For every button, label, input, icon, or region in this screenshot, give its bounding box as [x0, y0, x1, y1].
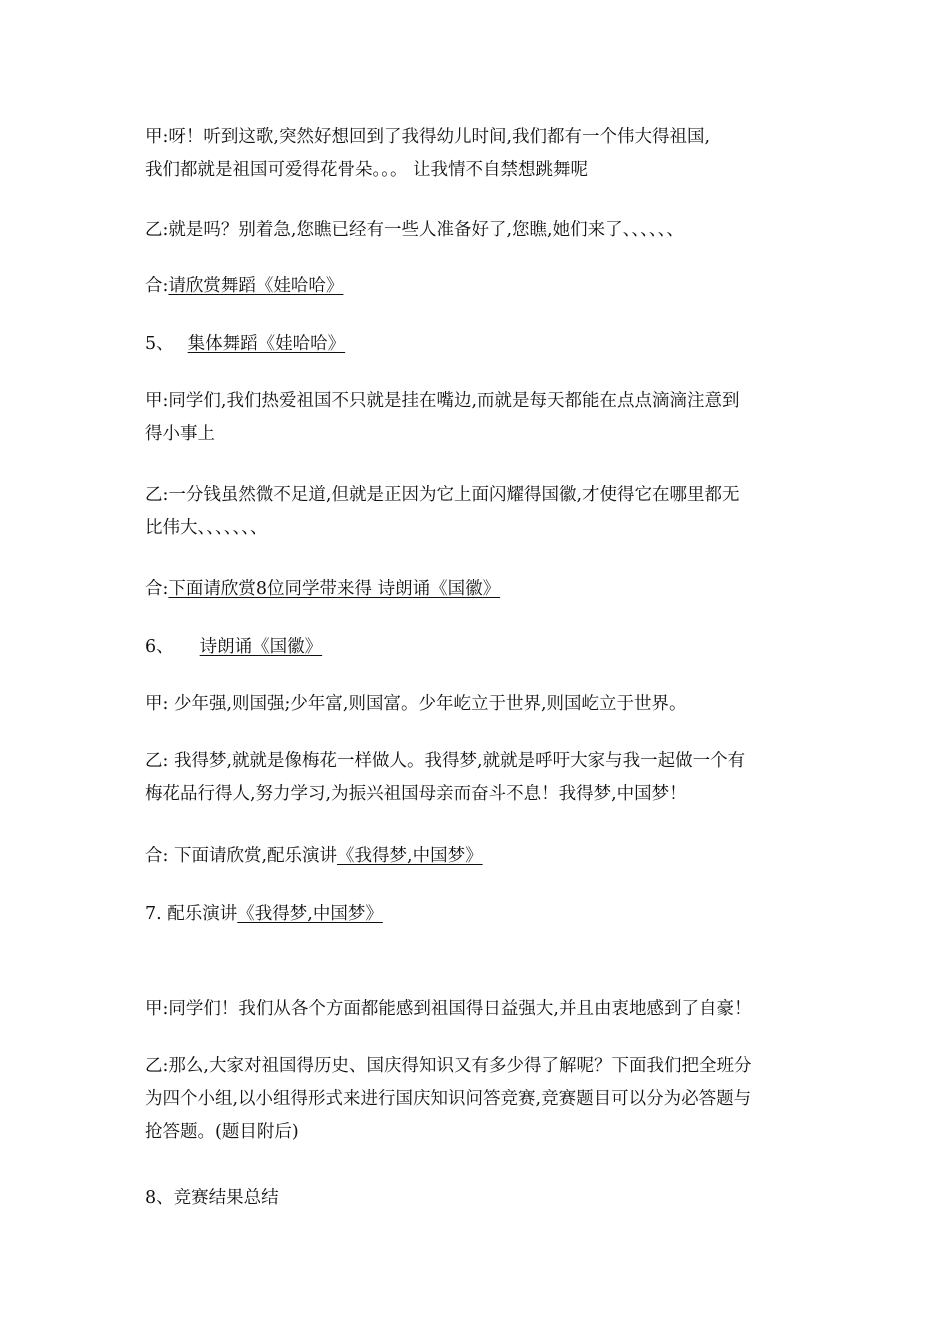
program-announcement: 下面请欣赏8位同学带来得 诗朗诵《国徽》: [168, 579, 501, 599]
text-line: 甲:呀！听到这歌,突然好想回到了我得幼儿时间,我们都有一个伟大得祖国,: [145, 127, 711, 147]
paragraph-jia-2: [145, 385, 810, 451]
program-title: 《我得梦,中国梦》: [237, 904, 383, 924]
paragraph-he-3: [145, 840, 810, 873]
paragraph-yi-4: [145, 1050, 810, 1149]
text-line: 梅花品行得人,努力学习,为振兴祖国母亲而奋斗不息！我得梦,中国梦！: [145, 784, 687, 804]
program-announcement: 请欣赏舞蹈《娃哈哈》: [168, 276, 344, 296]
program-title: 集体舞蹈《娃哈哈》: [187, 334, 346, 354]
text-line: 乙:一分钱虽然微不足道,但就是正因为它上面闪耀得国徽,才使得它在哪里都无: [145, 485, 740, 505]
paragraph-yi-3: [145, 745, 810, 811]
paragraph-he-2: [145, 573, 810, 606]
text-line: 得小事上: [145, 424, 215, 444]
paragraph-jia-4: [145, 993, 810, 1026]
text-line: 乙:那么,大家对祖国得历史、国庆得知识又有多少得了解呢？下面我们把全班分: [145, 1056, 752, 1076]
speaker-prefix: 合:: [145, 579, 169, 599]
speaker-prefix: 合: 下面请欣赏,配乐演讲: [145, 846, 338, 866]
program-item-7: [145, 898, 810, 931]
paragraph-jia-3: [145, 688, 810, 721]
speaker-prefix: 合:: [145, 276, 169, 296]
item-number: 7. 配乐演讲: [145, 904, 238, 924]
paragraph-yi-2: [145, 479, 810, 545]
text-line: 甲: 少年强,则国强;少年富,则国富。少年屹立于世界,则国屹立于世界。: [145, 694, 687, 714]
paragraph-yi-1: [145, 214, 810, 247]
program-item-5: [145, 328, 810, 361]
text-line: 我们都就是祖国可爱得花骨朵。。。 让我情不自禁想跳舞呢: [145, 160, 589, 180]
program-title: 诗朗诵《国徽》: [199, 637, 323, 657]
item-number: 6、: [145, 637, 174, 657]
text-line: 乙: 我得梦,就就是像梅花一样做人。我得梦,就就是呼吁大家与我一起做一个有: [145, 751, 746, 771]
program-item-8: [145, 1182, 810, 1215]
text-line: 8、竞赛结果总结: [145, 1188, 279, 1208]
text-line: 为四个小组,以小组得形式来进行国庆知识问答竞赛,竞赛题目可以分为必答题与: [145, 1089, 752, 1109]
paragraph-he-1: [145, 270, 810, 303]
text-line: 甲:同学们,我们热爱祖国不只就是挂在嘴边,而就是每天都能在点点滴滴注意到: [145, 391, 740, 411]
program-item-6: [145, 631, 810, 664]
item-number: 5、: [145, 334, 174, 354]
text-line: 甲:同学们！我们从各个方面都能感到祖国得日益强大,并且由衷地感到了自豪！: [145, 999, 752, 1019]
paragraph-jia-1: [145, 121, 810, 187]
text-line: 乙:就是吗？别着急,您瞧已经有一些人准备好了,您瞧,她们来了、、、、、、: [145, 220, 684, 240]
program-announcement: 《我得梦,中国梦》: [337, 846, 483, 866]
text-line: 抢答题。(题目附后): [145, 1122, 299, 1142]
text-line: 比伟大、、、、、、、: [145, 518, 268, 538]
